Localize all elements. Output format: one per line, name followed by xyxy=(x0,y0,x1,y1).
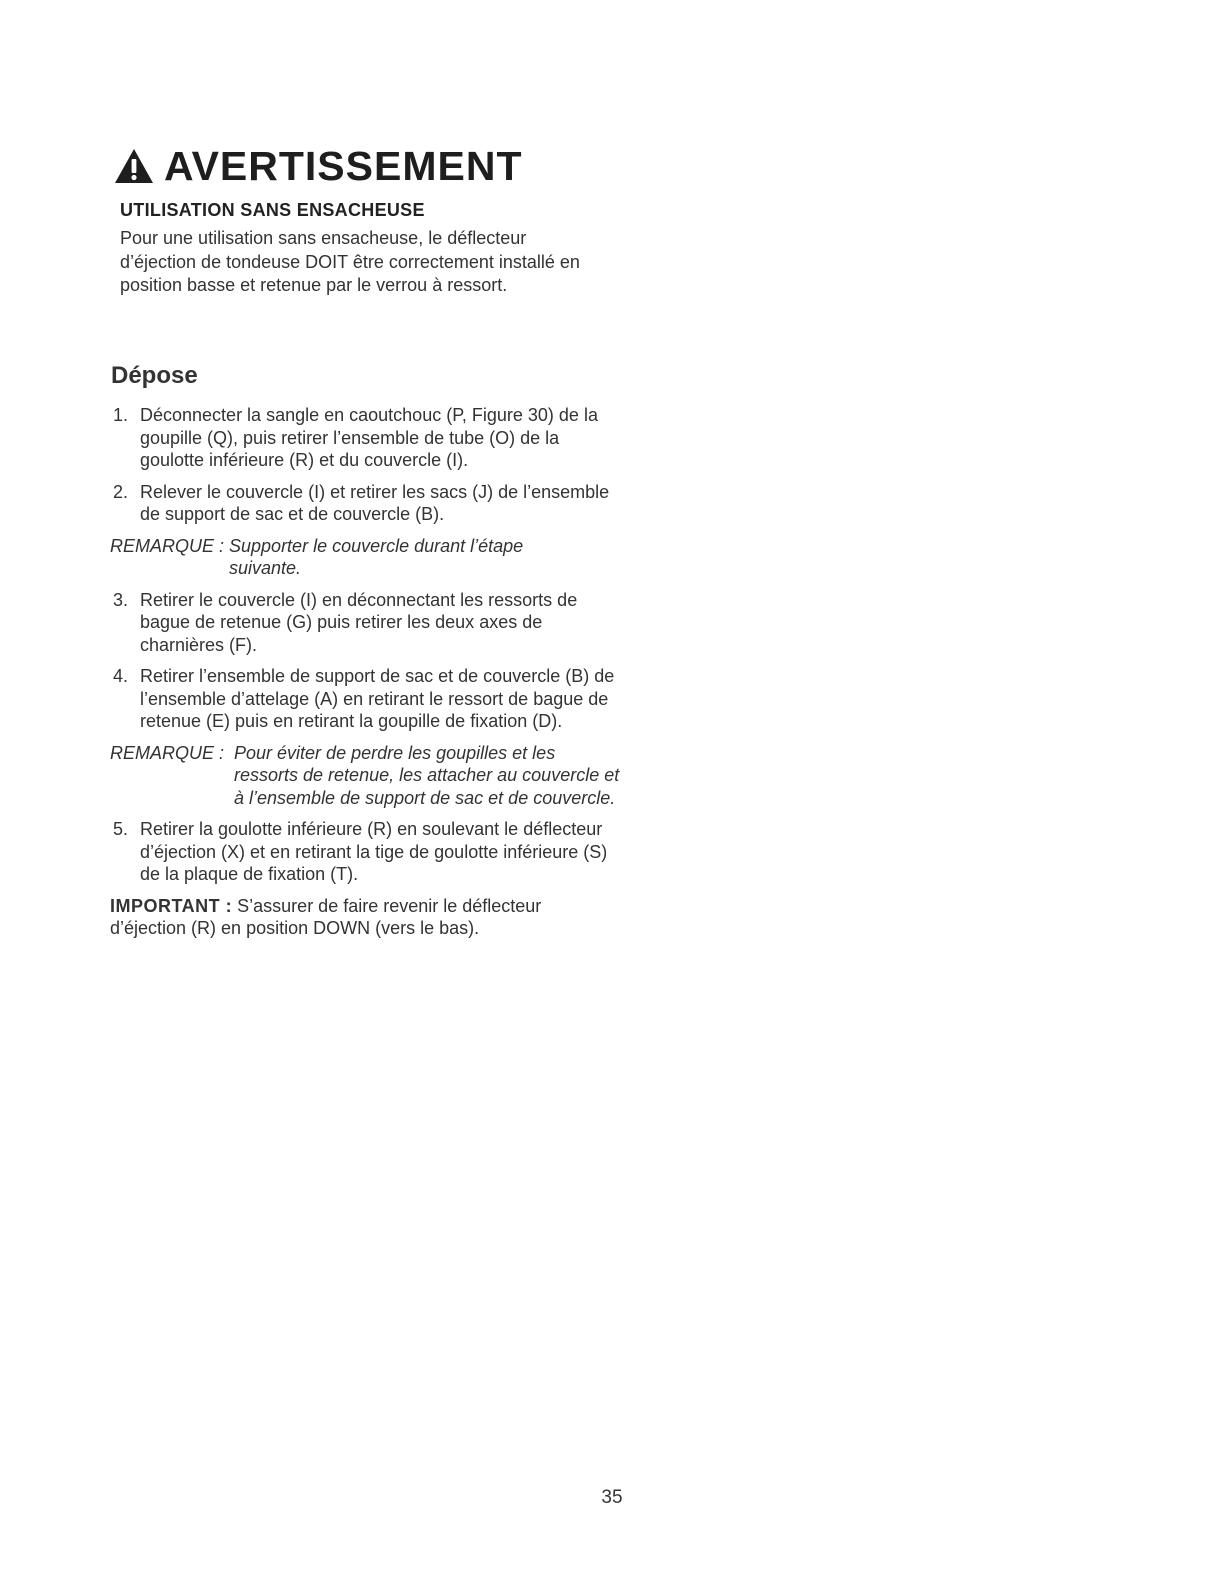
warning-box xyxy=(110,140,630,298)
step-number: 5. xyxy=(113,819,129,839)
important-note xyxy=(110,895,590,940)
important-text: S’assurer de faire revenir le déflecteur d’éjection (R) en position DOWN (vers le bas). xyxy=(110,895,542,938)
step-text: Déconnecter la sangle en caoutchouc (P, Figure 30) de la goupille (Q), puis retirer l’ensemble de tube (O) de la goulotte inférieure (R) et du couvercle (I). xyxy=(140,405,598,470)
step-item xyxy=(110,818,620,886)
step-number: 1. xyxy=(113,405,129,425)
depose-section xyxy=(110,362,620,940)
note-text: Supporter le couvercle durant l’étape suivante. xyxy=(229,535,524,578)
note-label: REMARQUE : xyxy=(110,742,235,763)
step-number: 4. xyxy=(113,666,129,686)
step-number: 2. xyxy=(113,481,129,502)
step-text: Retirer la goulotte inférieure (R) en soulevant le déflecteur d’éjection (X) et en retirant la tige de goulotte inférieure (S) de la plaque de fixation (T). xyxy=(140,819,608,884)
warning-title: AVERTISSEMENT xyxy=(164,142,523,189)
step-item xyxy=(110,665,620,733)
important-label: IMPORTANT : xyxy=(110,895,233,916)
section-heading: Dépose xyxy=(111,362,198,389)
page-number: 35 xyxy=(601,1487,623,1508)
note-label: REMARQUE : xyxy=(110,535,230,556)
note xyxy=(110,742,620,810)
step-text: Retirer l’ensemble de support de sac et de couvercle (B) de l’ensemble d’attelage (A) en retirant le ressort de bague de retenue (E) puis en retirant la goupille de fixation (D). xyxy=(140,666,615,731)
warning-triangle-icon xyxy=(114,148,154,184)
warning-body: Pour une utilisation sans ensacheuse, le déflecteur d’éjection de tondeuse DOIT être correctement installé en position basse et retenue par le verrou à ressort. xyxy=(120,228,580,295)
note-text: Pour éviter de perdre les goupilles et les ressorts de retenue, les attacher au couvercle et à l’ensemble de support de sac et de couvercle. xyxy=(234,742,620,808)
step-text: Retirer le couvercle (I) en déconnectant les ressorts de bague de retenue (G) puis retirer les deux axes de charnières (F). xyxy=(140,589,578,655)
warning-subheading: UTILISATION SANS ENSACHEUSE xyxy=(120,200,425,220)
step-item xyxy=(110,589,620,657)
step-item xyxy=(110,404,620,472)
warning-title-row xyxy=(110,140,630,192)
step-number: 3. xyxy=(113,589,129,610)
note xyxy=(110,535,620,580)
step-item xyxy=(110,481,620,526)
step-text: Relever le couvercle (I) et retirer les sacs (J) de l’ensemble de support de sac et de couvercle (B). xyxy=(140,481,610,524)
